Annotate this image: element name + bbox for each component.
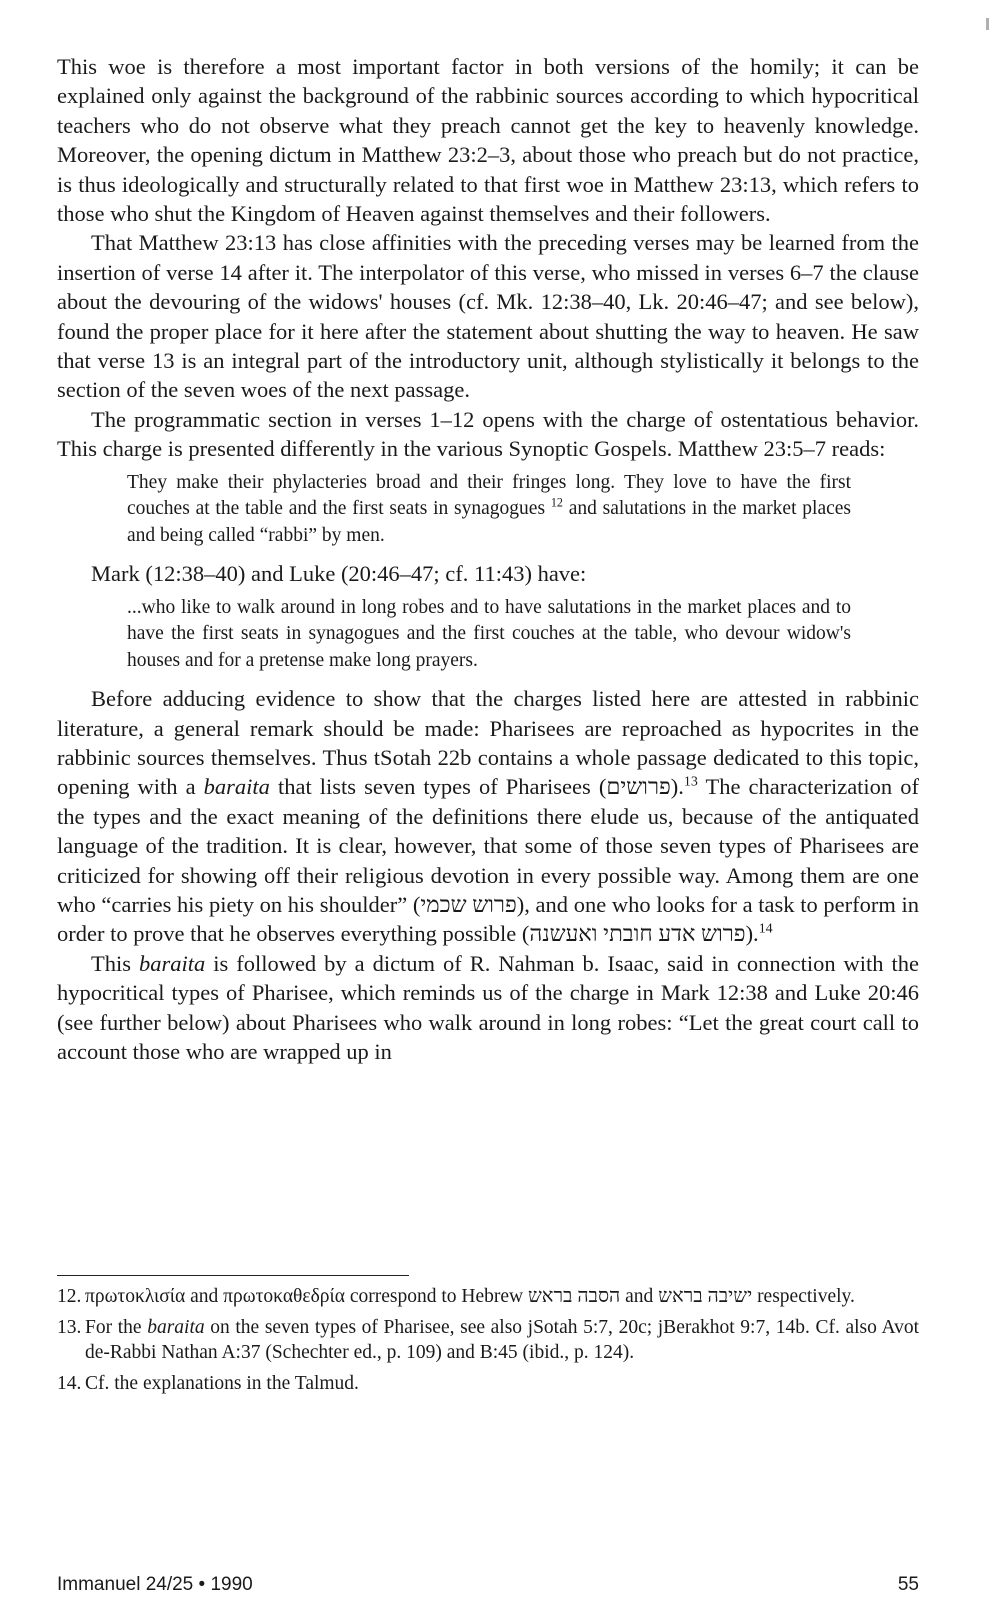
footnote-ref-14: 14 <box>758 921 773 937</box>
block-quote-matthew <box>127 470 851 550</box>
journal-citation: Immanuel 24/25 • 1990 <box>57 1574 253 1595</box>
quote-text: They make their phylacteries broad and their fringes long. They love to have the first couches at the table and the first seats in synagogues <box>127 471 851 520</box>
footnote-number: 14. <box>57 1373 82 1394</box>
text-run: Before adducing evidence to show that the charges listed here are attested in rabbinic literature, a general remark should be made: Pharisees are reproached as hypocrites in the rabbinic sources themselves. Thus tSotah 22b contains a whole passage dedicated to this topic, opening with a <box>57 686 919 800</box>
footnote-ref-12: 12 <box>550 495 563 510</box>
footnote-14 <box>57 1371 919 1396</box>
footnote-text <box>85 1284 919 1309</box>
page-footer <box>57 1574 919 1596</box>
page-number: 55 <box>897 1574 919 1595</box>
text-run: ). <box>745 921 759 947</box>
text-run: The characterization of the types and the exact meaning of the definitions there elude us, because of the antiquated language of the tradition. It is clear, however, that some of those seven types of Pharisees are criticized for showing off their religious devotion in every possible way. Among them are one who “carries his piety on his shoulder” ( <box>57 774 919 917</box>
paragraph-2: That Matthew 23:13 has close affinities with the preceding verses may be learned from the insertion of verse 14 after it. The interpolator of this verse, who missed in verses 6–7 the clause about the devouring of the widows' houses (cf. Mk. 12:38–40, Lk. 20:46–47; and see below), found the proper place for it here after the statement about shutting the way to heaven. He saw that verse 13 is an integral part of the introductory unit, although stylistically it belongs to the section of the seven woes of the next passage. <box>57 230 919 403</box>
main-text <box>57 52 919 1066</box>
text-run: respectively. <box>752 1286 855 1307</box>
hebrew-term: פרוש שכמי <box>420 891 517 917</box>
hebrew-term: פרוש אדע חובתי ואעשנה <box>529 921 746 947</box>
footnote-12 <box>57 1284 919 1309</box>
footnote-13 <box>57 1315 919 1365</box>
footnote-text: Cf. the explanations in the Talmud. <box>85 1373 359 1394</box>
text-run: and <box>620 1286 659 1307</box>
italic-term: baraita <box>138 950 206 976</box>
text-run: πρωτοκλισία and πρωτοκαθεδρία correspond to Hebrew <box>85 1286 528 1307</box>
footnotes <box>57 1284 919 1402</box>
quote-text-cont: and salutations in the market places and being called “rabbi” by men. <box>127 498 852 546</box>
paragraph-3: The programmatic section in verses 1–12 opens with the charge of ostentatious behavior. This charge is presented differently in the various Synoptic Gospels. Matthew 23:5–7 reads: <box>57 406 919 462</box>
italic-term: baraita <box>147 1317 205 1338</box>
text-run: that lists seven types of Pharisees ( <box>269 774 607 800</box>
paragraph-6 <box>57 949 919 1067</box>
text-run: on the seven types of Pharisee, see also jSotah 5:7, 20c; jBerakhot 9:7, 14b. Cf. also Avot de-Rabbi Nathan A:37 (Schechter ed., p. 109) and B:45 (ibid., p. 124). <box>85 1317 919 1363</box>
text-run: ), and one who looks for a task to perform in order to prove that he observes everything possible ( <box>57 891 919 947</box>
footnote-ref-13: 13 <box>683 774 698 790</box>
italic-term: baraita <box>203 774 270 800</box>
hebrew-term: ישיבה בראש <box>658 1286 753 1307</box>
text-run: ). <box>670 774 684 800</box>
paragraph-1: This woe is therefore a most important factor in both versions of the homily; it can be explained only against the background of the rabbinic sources according to which hypocritical teachers who do not observe what they preach cannot get the key to heavenly knowledge. Moreover, the opening dictum in Matthew 23:2–3, about those who preach but do not practice, is thus ideologically and structurally related to that first woe in Matthew 23:13, which refers to those who shut the Kingdom of Heaven against themselves and their followers. <box>57 54 919 227</box>
scan-edge-mark <box>986 18 989 30</box>
text-run: is followed by a dictum of R. Nahman b. Isaac, said in connection with the hypocritical types of Pharisee, which reminds us of the charge in Mark 12:38 and Luke 20:46 (see further below) about Pharisees who walk around in long robes: “Let the great court call to account those who are wrapped up in <box>57 950 919 1064</box>
block-quote-mark-luke: ...who like to walk around in long robes and to have salutations in the market places and to have the first seats in synagogues and the first couches at the table, who devour widow's houses and for a pretense make long prayers. <box>127 596 851 671</box>
hebrew-term: פרושים <box>606 774 671 800</box>
paragraph-4: Mark (12:38–40) and Luke (20:46–47; cf. 11:43) have: <box>91 561 587 587</box>
footnote-number: 13. <box>57 1317 82 1338</box>
footnote-number: 12. <box>57 1286 82 1307</box>
text-run: For the <box>85 1317 148 1338</box>
footnote-divider <box>57 1275 409 1276</box>
paragraph-5 <box>57 684 919 949</box>
hebrew-term: הסבה בראש <box>527 1286 621 1307</box>
footnote-text <box>85 1315 919 1365</box>
text-run: This <box>91 950 139 976</box>
